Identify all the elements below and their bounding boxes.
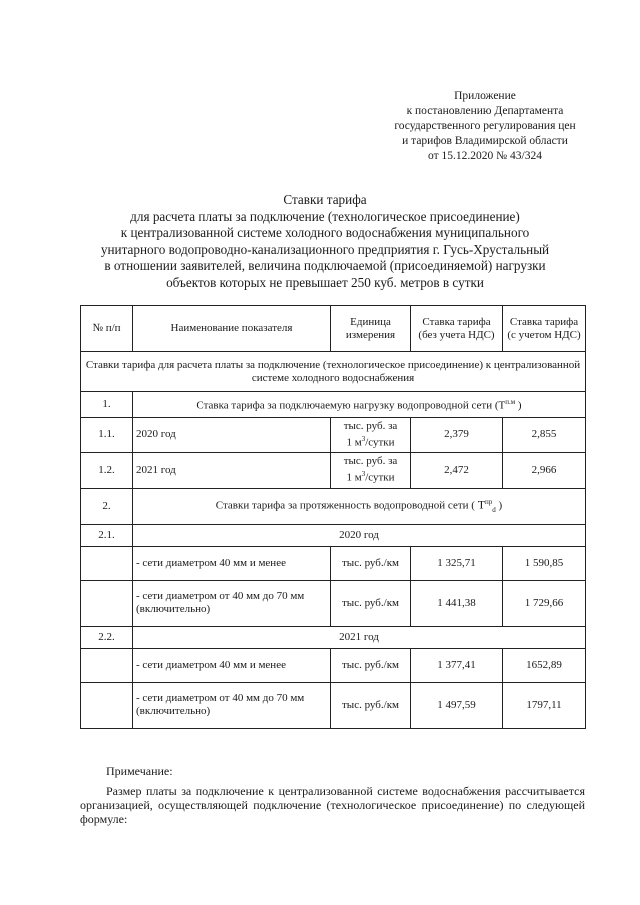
- title-line: унитарного водопроводно-канализационного предприятия г. Гусь-Хрустальный: [100, 241, 550, 257]
- table-row: [81, 626, 586, 648]
- appendix-block: [380, 89, 590, 164]
- header-rate-vat: Ставка тарифа (с учетом НДС): [503, 306, 586, 352]
- table-row: [81, 418, 586, 453]
- row-num: 2.1.: [81, 524, 133, 546]
- row-unit: тыс. руб./км: [331, 580, 411, 626]
- row-name: - сети диаметром 40 мм и менее: [133, 546, 331, 580]
- row-name: - сети диаметром 40 мм и менее: [133, 648, 331, 682]
- row-unit: тыс. руб./км: [331, 648, 411, 682]
- appendix-line: государственного регулирования цен: [394, 120, 576, 132]
- row-unit: тыс. руб./км: [331, 682, 411, 728]
- row-value-vat: 1 729,66: [503, 580, 586, 626]
- table-header-row: [81, 306, 586, 352]
- row-name: 2020 год: [133, 418, 331, 453]
- row-label: Ставки тарифа за протяженность водопроводной сети ( $Т^{пр}_d$ ): [133, 488, 586, 524]
- row-name: - сети диаметром от 40 мм до 70 мм (включительно): [133, 580, 331, 626]
- row-value-vat: 1797,11: [503, 682, 586, 728]
- title-line: в отношении заявителей, величина подключаемой (присоединяемой) нагрузки: [104, 258, 546, 273]
- row-value-no-vat: 1 325,71: [411, 546, 503, 580]
- header-rate-no-vat: Ставка тарифа (без учета НДС): [411, 306, 503, 352]
- tariff-table: [80, 305, 586, 729]
- table-row: [81, 648, 586, 682]
- row-num: 2.: [81, 488, 133, 524]
- row-num: 1.2.: [81, 452, 133, 488]
- header-name: Наименование показателя: [133, 306, 331, 352]
- header-num: № п/п: [81, 306, 133, 352]
- row-num: 2.2.: [81, 626, 133, 648]
- document-title: [60, 192, 590, 291]
- section-title-row: [81, 352, 586, 392]
- row-num: 1.: [81, 392, 133, 418]
- row-value-vat: 1 590,85: [503, 546, 586, 580]
- row-value-no-vat: 2,472: [411, 452, 503, 488]
- row-label: Ставка тарифа за подключаемую нагрузку водопроводной сети ($Т^{п.м}$ ): [133, 392, 586, 418]
- table-row: [81, 488, 586, 524]
- row-value-vat: 2,966: [503, 452, 586, 488]
- row-num-empty: [81, 580, 133, 626]
- appendix-line: от 15.12.2020 № 43/324: [428, 150, 542, 162]
- title-line: для расчета платы за подключение (технологическое присоединение): [130, 208, 520, 224]
- row-value-no-vat: 2,379: [411, 418, 503, 453]
- row-value-no-vat: 1 441,38: [411, 580, 503, 626]
- row-value-no-vat: 1 497,59: [411, 682, 503, 728]
- row-unit: тыс. руб. за 1 $м^3$/сутки: [331, 418, 411, 453]
- title-line: Ставки тарифа: [283, 192, 367, 207]
- table-row: [81, 452, 586, 488]
- table-row: [81, 546, 586, 580]
- table-row: [81, 392, 586, 418]
- row-num-empty: [81, 648, 133, 682]
- row-unit: тыс. руб. за 1 $м^3$/сутки: [331, 452, 411, 488]
- appendix-line: Приложение: [454, 90, 516, 102]
- title-line: объектов которых не превышает 250 куб. метров в сутки: [166, 274, 484, 290]
- row-num-empty: [81, 546, 133, 580]
- note-text: Размер платы за подключение к централизованной системе водоснабжения рассчитывается организацией, осуществляющей подключение (технологическое присоединение) по следующей формуле:: [80, 784, 585, 826]
- row-num: 1.1.: [81, 418, 133, 453]
- table-row: [81, 682, 586, 728]
- row-year: 2021 год: [133, 626, 586, 648]
- note-title: Примечание:: [106, 764, 173, 778]
- row-value-vat: 1652,89: [503, 648, 586, 682]
- header-unit: Единица измерения: [331, 306, 411, 352]
- title-line: к централизованной системе холодного водоснабжения муниципального: [120, 225, 530, 240]
- row-year: 2020 год: [133, 524, 586, 546]
- row-unit: тыс. руб./км: [331, 546, 411, 580]
- row-value-vat: 2,855: [503, 418, 586, 453]
- row-name: 2021 год: [133, 452, 331, 488]
- appendix-line: к постановлению Департамента: [406, 105, 564, 117]
- row-num-empty: [81, 682, 133, 728]
- row-value-no-vat: 1 377,41: [411, 648, 503, 682]
- table-row: [81, 580, 586, 626]
- appendix-line: и тарифов Владимирской области: [402, 135, 568, 147]
- row-name: - сети диаметром от 40 мм до 70 мм (включительно): [133, 682, 331, 728]
- section-title: Ставки тарифа для расчета платы за подключение (технологическое присоединение) к централизованной системе холодного водоснабжения: [81, 352, 586, 392]
- table-row: [81, 524, 586, 546]
